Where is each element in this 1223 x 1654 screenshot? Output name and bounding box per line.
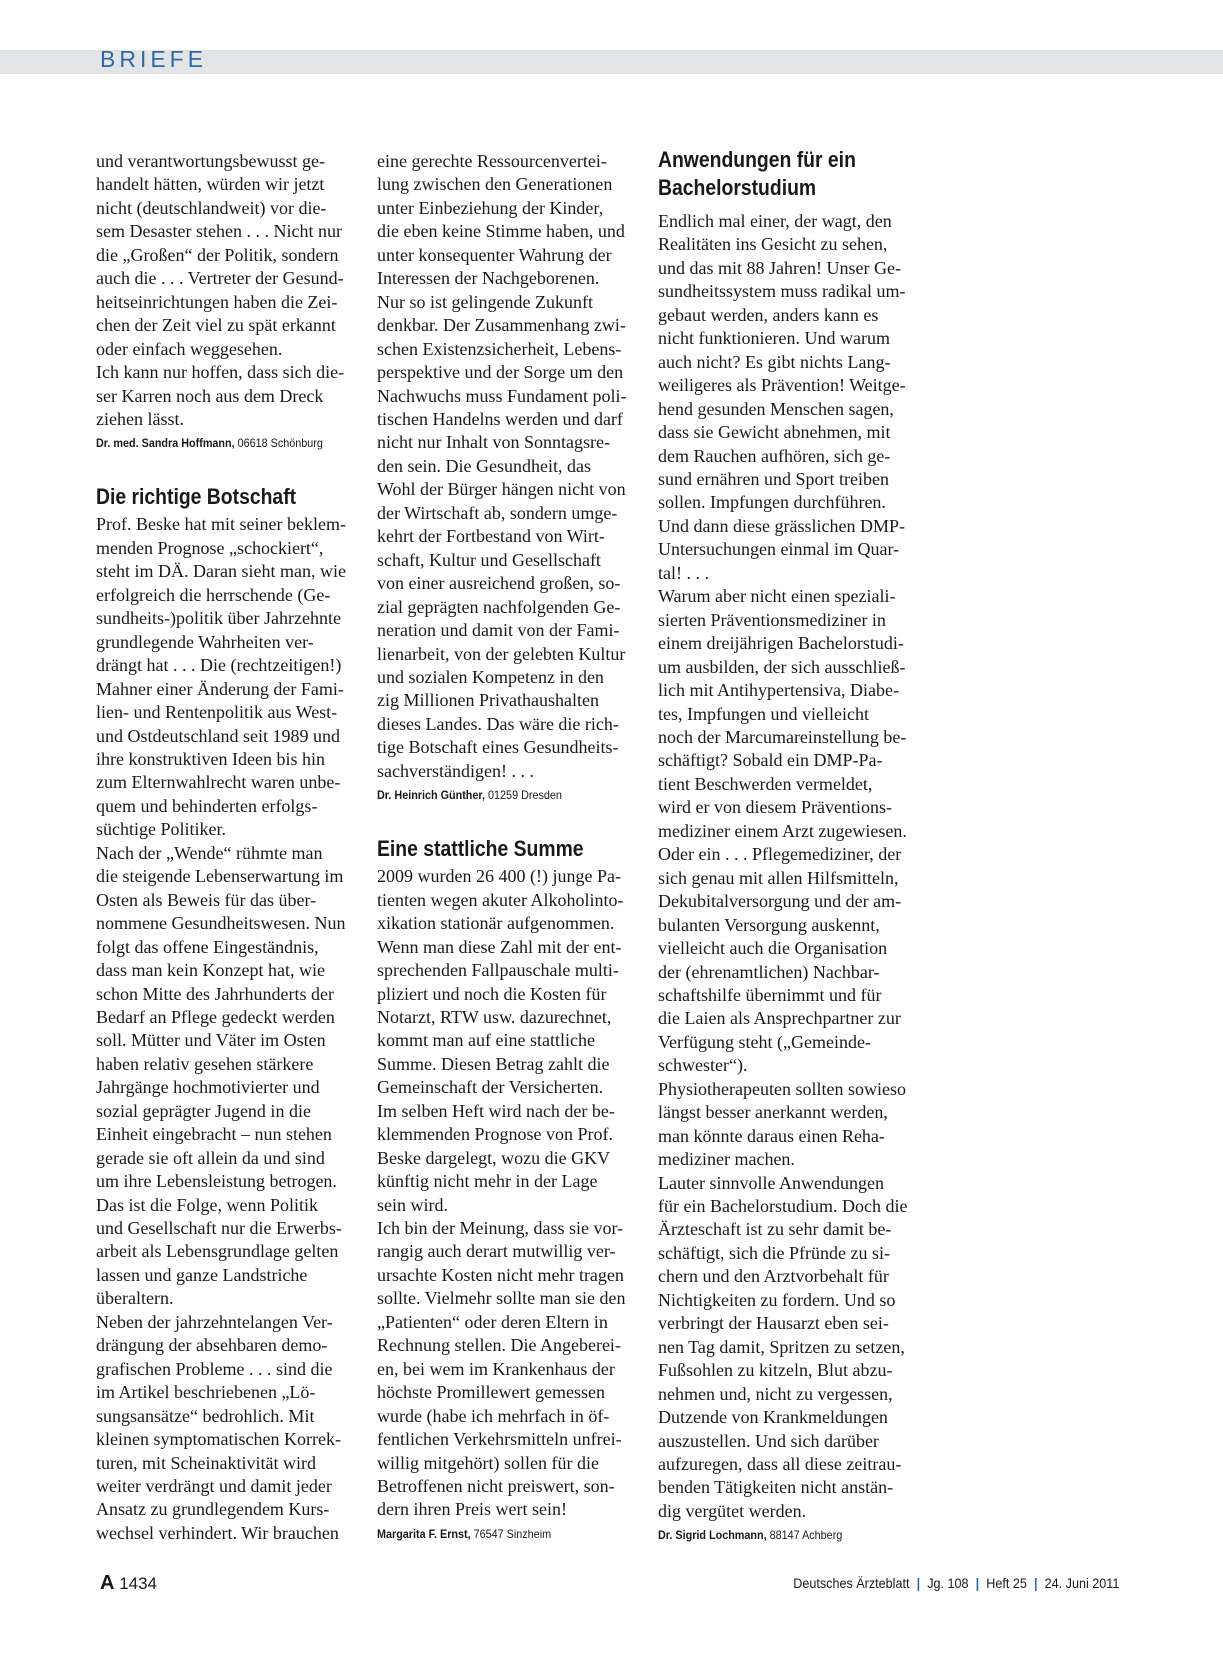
column-2: [377, 150, 652, 1542]
signature-name: Dr. Heinrich Günther,: [377, 788, 486, 803]
journal-issue: Heft 25: [985, 1575, 1027, 1591]
letter-signature: [377, 1526, 625, 1542]
separator: |: [975, 1575, 979, 1591]
signature-name: Dr. med. Sandra Hoffmann,: [96, 436, 235, 451]
section-label: BRIEFE: [100, 46, 208, 72]
letter-heading: Die richtige Botschaft: [96, 484, 297, 510]
letter-signature: [377, 787, 625, 803]
journal-volume: Jg. 108: [926, 1575, 969, 1591]
letter-heading: Anwendungen für ein Bachelorstudium: [658, 147, 856, 200]
page-number-value: 1434: [119, 1574, 158, 1593]
letter-text: Endlich mal einer, der wagt, den Realitäten ins Gesicht zu sehen, und das mit 88 Jahren! Unser Ge- sundheitssystem muss radikal um- gebaut werden, anders kann es nicht funktionieren. Und warum auch nicht? Es gibt nichts Lang- weiligeres als Prävention! Weitge- hend gesunden Menschen sagen, dass sie Gewicht abnehmen, mit dem Rauchen aufhören, sich ge- sund ernähren und Sport treiben sollen. Impfungen durchführen. Und dann diese grässlichen DMP- Untersuchungen einmal im Quar- tal! . . . Warum aber nicht einen speziali- sierten Präventionsmediziner in einem dreijährigen Bachelorstudi- um ausbilden, der sich ausschließ- lich mit Antihypertensiva, Diabe- tes, Impfungen und vielleicht noch der Marcumareinstellung be- schäftigt? Sobald ein DMP-Pa- tient Beschwerden vermeldet, wird er von diesem Präventions- mediziner einem Arzt zugewiesen. Oder ein . . . Pflegemediziner, der sich genau mit allen Hilfsmitteln, Dekubitalversorgung und der am- bulanten Versorgung auskennt, vielleicht auch die Organisation der (ehrenamtlichen) Nachbar- schaftshilfe übernimmt und für die Laien als Ansprechpartner zur Verfügung steht („Gemeinde- schwester“). Physiotherapeuten sollten sowieso längst besser anerkannt werden, man könnte daraus einen Reha- mediziner machen. Lauter sinnvolle Anwendungen für ein Bachelorstudium. Doch die Ärzteschaft ist zu sehr damit be- schäftigt, sich die Pfründe zu si- chern und den Arztvorbehalt für Nichtigkeiten zu fordern. Und so verbringt der Hausarzt eben sei- nen Tag damit, Spritzen zu setzen, Fußsohlen zu kitzeln, Blut abzu- nehmen und, nicht zu vergessen, Dutzende von Krankmeldungen auszustellen. Und sich darüber aufzuregen, dass all diese zeitrau- benden Tätigkeiten nicht anstän- dig vergütet werden.: [658, 211, 908, 1521]
page-prefix: A: [100, 1572, 115, 1594]
signature-name: Margarita F. Ernst,: [377, 1526, 471, 1541]
signature-place: 76547 Sinzheim: [473, 1526, 552, 1541]
signature-name: Dr. Sigrid Lochmann,: [658, 1528, 767, 1543]
page-number: [100, 1572, 157, 1595]
journal-date: 24. Juni 2011: [1044, 1575, 1119, 1591]
letter-text: und verantwortungsbewusst ge- handelt hätten, würden wir jetzt nicht (deutschlandweit) vor die- sem Desaster stehen . . . Nicht nur die „Großen“ der Politik, sondern auch die . . . Vertreter der Gesund- heitseinrichtungen haben die Zei- chen der Zeit viel zu spät erkannt oder einfach weggesehen. Ich kann nur hoffen, dass sich die- ser Karren noch aus dem Dreck ziehen lässt.: [96, 151, 345, 429]
letter-text: Prof. Beske hat mit seiner beklem- menden Prognose „schockiert“, steht im DÄ. Daran sieht man, wie erfolgreich die herrschende (Ge- sundheits-)politik über Jahrzehnte grundlegende Wahrheiten ver- drängt hat . . . Die (rechtzeitigen!) Mahner einer Änderung der Fami- lien- und Rentenpolitik aus West- und Ostdeutschland seit 1989 und ihre konstruktiven Ideen bis hin zum Elternwahlrecht waren unbe- quem und behinderten erfolgs- süchtige Politiker. Nach der „Wende“ rühmte man die steigende Lebenserwartung im Osten als Beweis für das über- nommene Gesundheitswesen. Nun folgt das offene Eingeständnis, dass man kein Konzept hat, wie schon Mitte des Jahrhunderts der Bedarf an Pflege gedeckt werden soll. Mütter und Väter im Osten haben relativ gesehen stärkere Jahrgänge hochmotivierter und sozial geprägter Jugend in die Einheit eingebracht – nun stehen gerade sie oft allein da und sind um ihre Lebensleistung betrogen. Das ist die Folge, wenn Politik und Gesellschaft nur die Erwerbs- arbeit als Lebensgrundlage gelten lassen und ganze Landstriche überaltern. Neben der jahrzehntelangen Ver- drängung der absehbaren demo- grafischen Probleme . . . sind die im Artikel beschriebenen „Lö- sungsansätze“ bedrohlich. Mit kleinen symptomatischen Korrek- turen, mit Scheinaktivität wird weiter verdrängt und damit jeder Ansatz zu grundlegendem Kurs- wechsel verhindert. Wir brauchen: [96, 514, 346, 1543]
journal-name: Deutsches Ärzteblatt: [792, 1575, 910, 1591]
signature-place: 01259 Dresden: [488, 788, 562, 803]
separator: |: [916, 1575, 920, 1591]
letter-text: eine gerechte Ressourcenvertei- lung zwischen den Generationen unter Einbeziehung der Kinder, die eben keine Stimme haben, und unter konsequenter Wahrung der Interessen der Nachgeborenen. Nur so ist gelingende Zukunft denkbar. Der Zusammenhang zwi- schen Existenzsicherheit, Lebens- perspektive und der Sorge um den Nachwuchs muss Fundament poli- tischen Handelns werden und darf nicht nur Inhalt von Sonntagsre- den sein. Die Gesundheit, das Wohl der Bürger hängen nicht von der Wirtschaft ab, sondern umge- kehrt der Fortbestand von Wirt- schaft, Kultur und Gesellschaft von einer ausreichend großen, so- zial geprägten nachfolgenden Ge- neration und damit von der Fami- lienarbeit, von der gelebten Kultur und sozialen Kompetenz in den zig Millionen Privathaushalten dieses Landes. Das wäre die rich- tige Botschaft eines Gesundheits- sachverständigen! . . .: [377, 151, 627, 781]
signature-place: 88147 Achberg: [769, 1528, 843, 1543]
letter-text: 2009 wurden 26 400 (!) junge Pa- tienten wegen akuter Alkoholinto- xikation stationär aufgenommen. Wenn man diese Zahl mit der ent- sprechenden Fallpauschale multi- pliziert und noch die Kosten für Notarzt, RTW usw. dazurechnet, kommt man auf eine stattliche Summe. Diesen Betrag zahlt die Gemeinschaft der Versicherten. Im selben Heft wird nach der be- klemmenden Prognose von Prof. Beske dargelegt, wozu die GKV künftig nicht mehr in der Lage sein wird. Ich bin der Meinung, dass sie vor- rangig auch derart mutwillig ver- ursachte Kosten nicht mehr tragen sollte. Vielmehr sollte man sie den „Patienten“ oder deren Eltern in Rechnung stellen. Die Angeberei- en, bei wem im Krankenhaus der höchste Promillewert gemessen wurde (habe ich mehrfach in öf- fentlichen Verkehrsmitteln unfrei- willig mitgehört) sollen für die Betroffenen nicht preiswert, son- dern ihren Preis wert sein!: [377, 866, 626, 1520]
separator: |: [1033, 1575, 1038, 1591]
letter-heading: Eine stattliche Summe: [377, 836, 584, 862]
journal-info: [793, 1575, 1119, 1591]
letter-signature: [96, 435, 344, 451]
column-3: [658, 146, 933, 1543]
signature-place: 06618 Schönburg: [237, 436, 323, 451]
column-1: [96, 150, 371, 1545]
letter-signature: [658, 1527, 906, 1543]
